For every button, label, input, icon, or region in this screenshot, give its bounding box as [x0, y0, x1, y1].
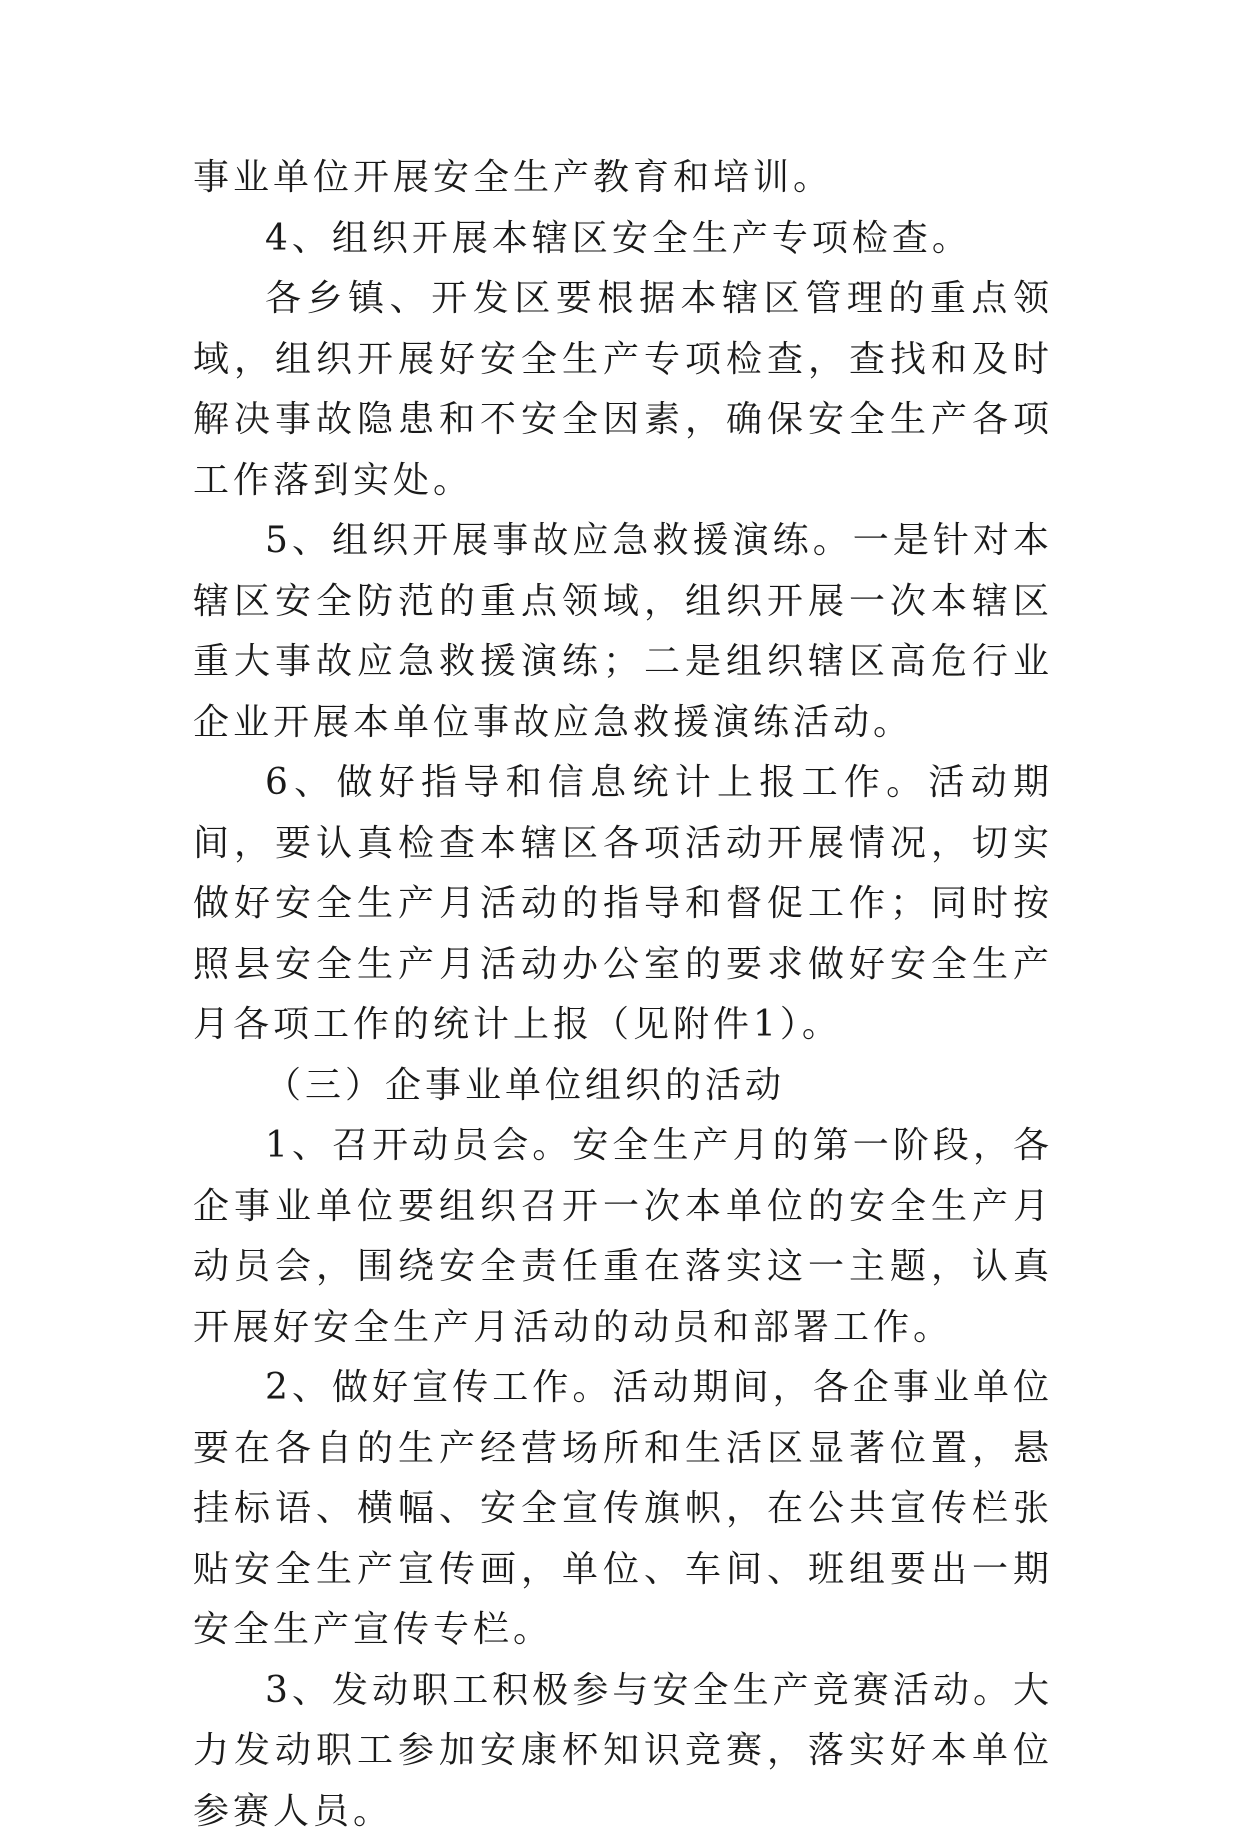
- paragraph-item-4-heading: 4、组织开展本辖区安全生产专项检查。: [193, 209, 1053, 270]
- paragraph-item-4-body: 各乡镇、开发区要根据本辖区管理的重点领域，组织开展好安全生产专项检查，查找和及时解决事故隐患和不安全因素，确保安全生产各项工作落到实处。: [193, 269, 1053, 511]
- paragraph-enterprise-item-1: 1、召开动员会。安全生产月的第一阶段，各企事业单位要组织召开一次本单位的安全生产月动员会，围绕安全责任重在落实这一主题，认真开展好安全生产月活动的动员和部署工作。: [193, 1116, 1053, 1358]
- paragraph-item-5: 5、组织开展事故应急救援演练。一是针对本辖区安全防范的重点领域，组织开展一次本辖区重大事故应急救援演练；二是组织辖区高危行业企业开展本单位事故应急救援演练活动。: [193, 511, 1053, 753]
- paragraph-enterprise-item-3: 3、发动职工积极参与安全生产竞赛活动。大力发动职工参加安康杯知识竞赛，落实好本单位参赛人员。: [193, 1661, 1053, 1842]
- document-body: [193, 148, 1053, 1842]
- section-heading-3: （三）企事业单位组织的活动: [193, 1056, 1053, 1117]
- paragraph-enterprise-item-2: 2、做好宣传工作。活动期间，各企事业单位要在各自的生产经营场所和生活区显著位置，悬挂标语、横幅、安全宣传旗帜，在公共宣传栏张贴安全生产宣传画，单位、车间、班组要出一期安全生产宣传专栏。: [193, 1358, 1053, 1661]
- paragraph-continuation: 事业单位开展安全生产教育和培训。: [193, 148, 1053, 209]
- paragraph-item-6: 6、做好指导和信息统计上报工作。活动期间，要认真检查本辖区各项活动开展情况，切实做好安全生产月活动的指导和督促工作；同时按照县安全生产月活动办公室的要求做好安全生产月各项工作的统计上报（见附件1）。: [193, 753, 1053, 1056]
